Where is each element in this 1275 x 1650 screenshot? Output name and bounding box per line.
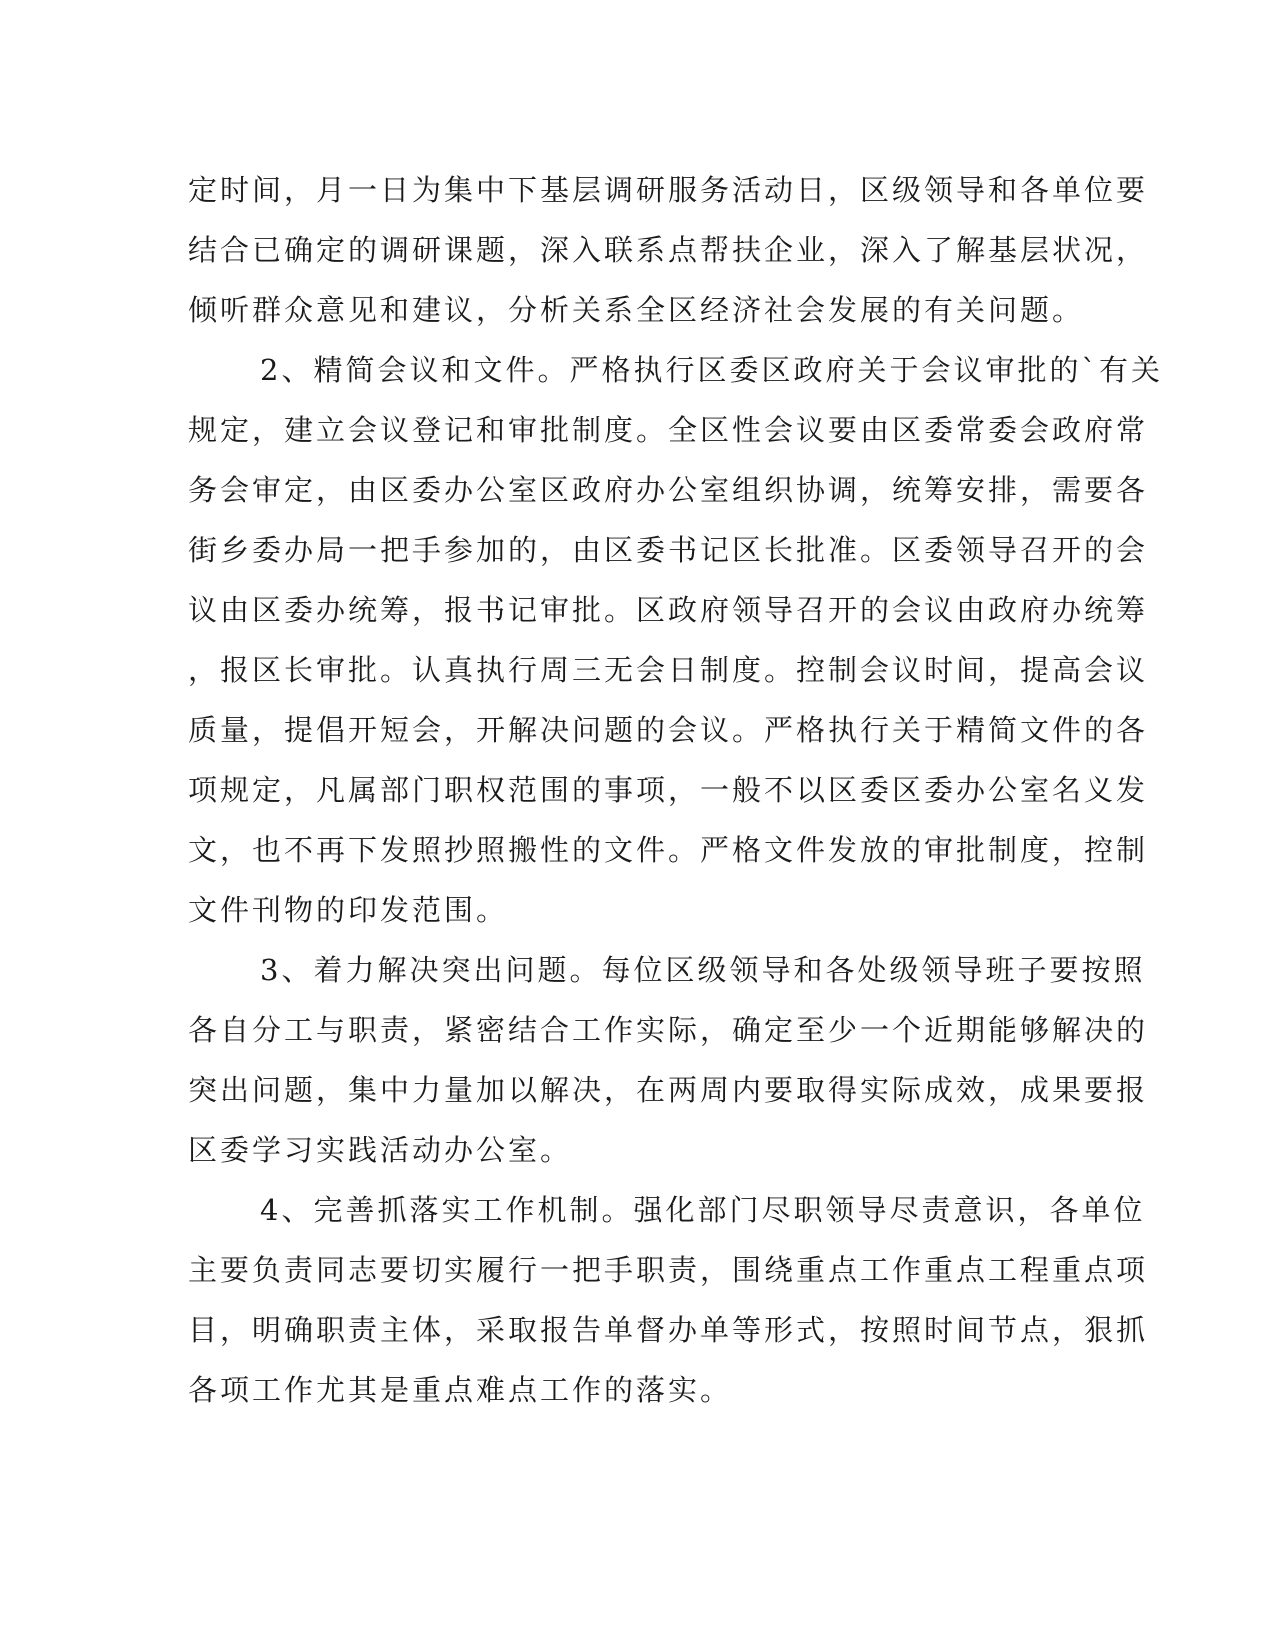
text-line: 主要负责同志要切实履行一把手职责，围绕重点工作重点工程重点项 xyxy=(188,1253,1149,1287)
paragraph-first-line: 3、着力解决突出问题。每位区级领导和各处级领导班子要按照 xyxy=(260,953,1146,987)
text-line: 质量，提倡开短会，开解决问题的会议。严格执行关于精简文件的各 xyxy=(188,713,1149,747)
text-line: 项规定，凡属部门职权范围的事项，一般不以区委区委办公室名义发 xyxy=(188,773,1149,807)
text-line: 各项工作尤其是重点难点工作的落实。 xyxy=(188,1373,733,1407)
paragraph-first-line: 2、精简会议和文件。严格执行区委区政府关于会议审批的`有关 xyxy=(260,353,1163,387)
text-line: 目，明确职责主体，采取报告单督办单等形式，按照时间节点，狠抓 xyxy=(188,1313,1149,1347)
text-line: 规定，建立会议登记和审批制度。全区性会议要由区委常委会政府常 xyxy=(188,413,1149,447)
text-line: 街乡委办局一把手参加的，由区委书记区长批准。区委领导召开的会 xyxy=(188,533,1149,567)
text-line: 文，也不再下发照抄照搬性的文件。严格文件发放的审批制度，控制 xyxy=(188,833,1149,867)
text-line: 文件刊物的印发范围。 xyxy=(188,893,509,927)
text-line: 突出问题，集中力量加以解决，在两周内要取得实际成效，成果要报 xyxy=(188,1073,1149,1107)
text-line: 议由区委办统筹，报书记审批。区政府领导召开的会议由政府办统筹 xyxy=(188,593,1149,627)
text-line: 各自分工与职责，紧密结合工作实际，确定至少一个近期能够解决的 xyxy=(188,1013,1149,1047)
text-line: 区委学习实践活动办公室。 xyxy=(188,1133,573,1167)
text-line: ，报区长审批。认真执行周三无会日制度。控制会议时间，提高会议 xyxy=(188,653,1149,687)
text-line: 务会审定，由区委办公室区政府办公室组织协调，统筹安排，需要各 xyxy=(188,473,1149,507)
text-line: 定时间，月一日为集中下基层调研服务活动日，区级领导和各单位要 xyxy=(188,173,1149,207)
document-body xyxy=(188,160,1163,1420)
paragraph-first-line: 4、完善抓落实工作机制。强化部门尽职领导尽责意识，各单位 xyxy=(260,1193,1146,1227)
text-line: 倾听群众意见和建议，分析关系全区经济社会发展的有关问题。 xyxy=(188,293,1085,327)
text-line: 结合已确定的调研课题，深入联系点帮扶企业，深入了解基层状况， xyxy=(188,233,1149,267)
